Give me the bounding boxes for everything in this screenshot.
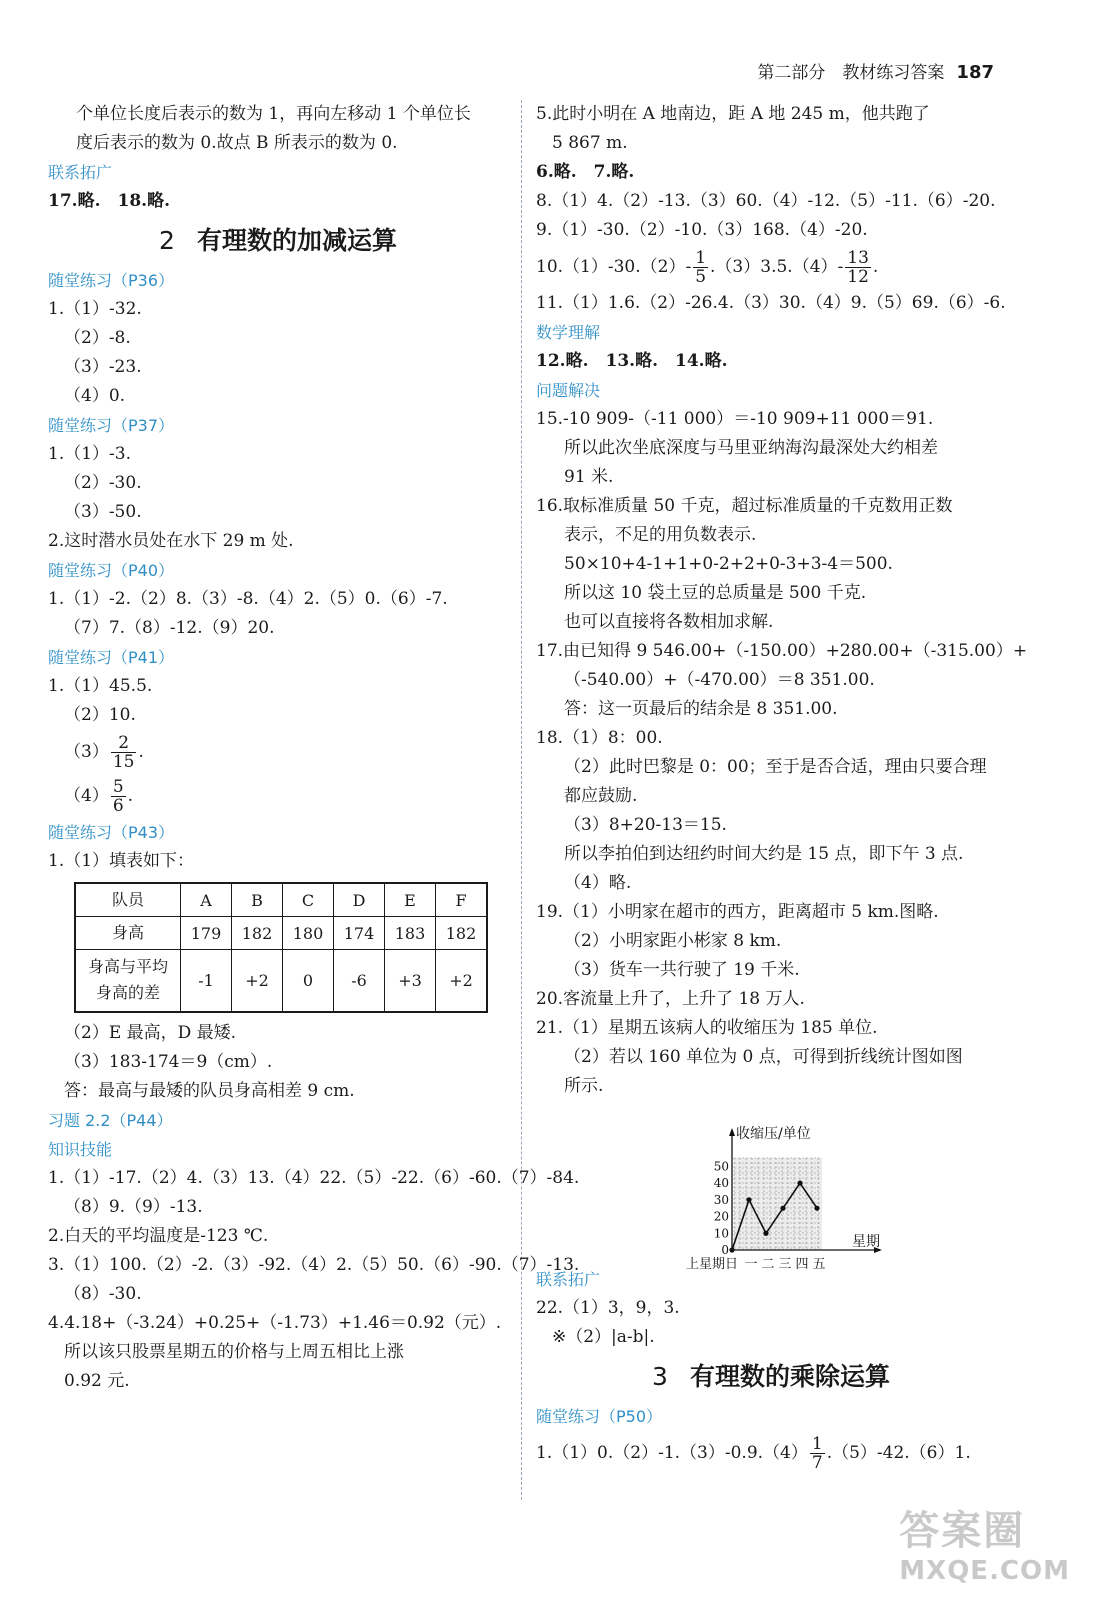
y-tick-label: 20	[713, 1209, 729, 1224]
fraction	[845, 249, 871, 286]
section-heading: 随堂练习（P40）	[48, 561, 175, 580]
text-line: （3）183-174＝9（cm）.	[64, 1051, 273, 1072]
section-heading: 知识技能	[48, 1139, 113, 1159]
text-line: 度后表示的数为 0.故点 B 所表示的数为 0.	[76, 133, 398, 153]
page-header	[757, 58, 994, 83]
fraction-line	[48, 730, 508, 774]
y-tick-label: 40	[713, 1176, 729, 1191]
table-cell: 179	[181, 917, 232, 950]
numerator: 5	[112, 777, 124, 797]
x-tick-label: 一	[744, 1257, 758, 1272]
numerator: 13	[847, 248, 869, 268]
text-line: 16.取标准质量 50 千克，超过标准质量的千克数用正数	[536, 496, 953, 516]
chapter-title	[536, 1352, 1006, 1402]
x-tick-label: 五	[812, 1257, 826, 1272]
fraction-line	[536, 1431, 1006, 1475]
text-line: 9.（1）-30.（2）-10.（3）168.（4）-20.	[536, 220, 868, 240]
table-cell: 队员	[75, 883, 181, 917]
y-tick-label: 10	[713, 1226, 729, 1241]
text-line: 3.（1）100.（2）-2.（3）-92.（4）2.（5）50.（6）-90.（7）-13.	[48, 1254, 580, 1275]
text-line: 2.这时潜水员处在水下 29 m 处.	[48, 531, 294, 551]
text-line: 17.略. 18.略.	[48, 191, 170, 211]
table-cell: 180	[283, 917, 334, 950]
text-line: 91 米.	[564, 467, 614, 487]
x-tick-labels	[686, 1257, 826, 1272]
text-line: 20.客流量上升了，上升了 18 万人.	[536, 989, 805, 1009]
text-line: 1.（1）-2.（2）8.（3）-8.（4）2.（5）0.（6）-7.	[48, 589, 448, 609]
section-heading: 随堂练习（P50）	[536, 1407, 663, 1426]
denominator: 12	[847, 267, 869, 287]
text-line: 22.（1）3，9，3.	[536, 1298, 680, 1318]
data-point	[780, 1206, 785, 1211]
section-heading: 随堂练习（P41）	[48, 648, 175, 667]
text-line: 答：最高与最矮的队员身高相差 9 cm.	[64, 1080, 355, 1101]
item-label: （4）	[64, 786, 109, 806]
x-tick-label: 三	[778, 1257, 792, 1272]
text-line: （-540.00）+（-470.00）＝8 351.00.	[564, 670, 875, 690]
y-tick-label: 50	[713, 1159, 729, 1174]
text-line: 2.白天的平均温度是-123 ℃.	[48, 1225, 269, 1246]
text-line: 所以这 10 袋土豆的总质量是 500 千克.	[564, 583, 867, 603]
text-line: 所以该只股票星期五的价格与上周五相比上涨	[64, 1341, 404, 1362]
section-heading: 随堂练习（P36）	[48, 271, 175, 290]
column-divider	[521, 100, 522, 1500]
blood-pressure-line-chart	[662, 1118, 902, 1278]
text-line: （2）此时巴黎是 0：00；至于是否合适，理由只要合理	[564, 757, 987, 777]
section-heading: 联系拓广	[536, 1270, 601, 1289]
text-span: .（3）3.5.（4）-	[710, 257, 844, 277]
text-line: （7）7.（8）-12.（9）20.	[64, 618, 275, 638]
x-tick-label: 四	[795, 1257, 809, 1272]
watermark-logo: 答案圈	[899, 1508, 1026, 1554]
text-line: 50×10+4-1+1+0-2+2+0-3+3-4＝500.	[564, 554, 893, 574]
fraction	[810, 1435, 825, 1472]
table-cell: A	[181, 883, 232, 917]
x-axis-label: 星期	[852, 1234, 880, 1250]
table-cell: C	[283, 883, 334, 917]
text-span: 1.（1）0.（2）-1.（3）-0.9.（4）	[536, 1443, 808, 1463]
item-label: （3）	[64, 742, 109, 762]
text-line: （3）8+20-13＝15.	[564, 815, 727, 835]
text-line: 也可以直接将各数相加求解.	[564, 612, 774, 632]
text-line: 17.由已知得 9 546.00+（-150.00）+280.00+（-315.00）+	[536, 641, 1028, 661]
chapter-name: 有理数的乘除运算	[689, 1362, 890, 1391]
watermark: 答案圈 MXQE.COM	[899, 1499, 1070, 1586]
text-line: （8）9.（9）-13.	[64, 1196, 203, 1217]
text-line: （4）0.	[64, 386, 126, 406]
table-cell: D	[334, 883, 385, 917]
text-line: 8.（1）4.（2）-13.（3）60.（4）-12.（5）-11.（6）-20.	[536, 191, 996, 211]
punctuation: .	[127, 786, 134, 806]
fraction	[693, 249, 708, 286]
data-point	[814, 1206, 819, 1211]
section-heading: 问题解决	[536, 381, 601, 400]
denominator: 5	[695, 267, 707, 287]
table-cell: B	[232, 883, 283, 917]
text-line: 6.略. 7.略.	[536, 162, 635, 182]
text-line: （3）-23.	[64, 357, 142, 377]
denominator: 15	[112, 752, 135, 772]
table-cell: 0	[283, 950, 334, 1012]
text-line: 11.（1）1.6.（2）-26.4.（3）30.（4）9.（5）69.（6）-6.	[536, 293, 1006, 313]
table-cell: +3	[385, 950, 436, 1012]
data-point	[763, 1231, 768, 1236]
text-line: 4.4.18+（-3.24）+0.25+（-1.73）+1.46＝0.92（元）.	[48, 1312, 502, 1333]
page-number: 187	[956, 62, 994, 83]
chapter-number: 3	[652, 1362, 668, 1391]
section-heading: 随堂练习（P43）	[48, 823, 175, 842]
text-line: （3）货车一共行驶了 19 千米.	[564, 960, 800, 980]
denominator: 7	[811, 1453, 823, 1473]
section-heading: 数学理解	[536, 323, 601, 342]
table-cell: 身高	[75, 917, 181, 950]
chapter-number: 2	[159, 226, 175, 255]
y-tick-label: 30	[713, 1192, 729, 1207]
table-cell: F	[436, 883, 488, 917]
text-line: 1.（1）-17.（2）4.（3）13.（4）22.（5）-22.（6）-60.（7）-84.	[48, 1167, 580, 1188]
table-cell: +2	[232, 950, 283, 1012]
text-line: 个单位长度后表示的数为 1，再向左移动 1 个单位长	[76, 104, 471, 124]
fraction-line	[536, 245, 1006, 289]
fraction	[111, 734, 137, 771]
table-cell: E	[385, 883, 436, 917]
text-line: ※（2）|a-b|.	[552, 1327, 655, 1347]
text-line: 1.（1）-32.	[48, 299, 142, 319]
table-cell: 183	[385, 917, 436, 950]
section-title: 第二部分 教材练习答案	[757, 63, 945, 83]
y-axis-arrow	[729, 1128, 735, 1136]
text-line: （2）-30.	[64, 473, 142, 493]
punctuation: .	[872, 257, 879, 277]
fraction	[111, 778, 126, 815]
text-line: 所以此次坐底深度与马里亚纳海沟最深处大约相差	[564, 438, 938, 458]
cell-line: 身高的差	[95, 983, 160, 1003]
section-heading: 随堂练习（P37）	[48, 416, 175, 435]
table-cell: -6	[334, 950, 385, 1012]
data-point	[797, 1180, 802, 1185]
height-table	[74, 882, 488, 1013]
cell-line: 身高与平均	[87, 957, 168, 977]
text-span: 10.（1）-30.（2）-	[536, 257, 692, 277]
text-line: 1.（1）-3.	[48, 444, 131, 464]
text-line: 15.-10 909-（-11 000）＝-10 909+11 000＝91.	[536, 409, 934, 429]
text-line: 5 867 m.	[552, 133, 628, 153]
text-line: 12.略. 13.略. 14.略.	[536, 351, 728, 371]
chapter-title	[48, 216, 508, 266]
text-line: 0.92 元.	[64, 1370, 130, 1391]
table-cell: 182	[436, 917, 488, 950]
text-span: .（5）-42.（6）1.	[826, 1443, 971, 1463]
y-tick-label: 0	[721, 1243, 729, 1257]
text-line: （3）-50.	[64, 502, 142, 522]
table-row	[75, 917, 487, 950]
text-line: （2）10.	[64, 705, 136, 725]
section-heading: 联系拓广	[48, 163, 113, 182]
text-line: 所示.	[564, 1076, 604, 1096]
punctuation: .	[138, 742, 144, 762]
text-line: （2）小明家距小彬家 8 km.	[564, 931, 782, 951]
table-row	[75, 883, 487, 917]
y-axis-label: 收缩压/单位	[736, 1126, 811, 1142]
text-line: 所以李拍伯到达纽约时间大约是 15 点，即下午 3 点.	[564, 844, 964, 864]
table-cell: 182	[232, 917, 283, 950]
text-line: 表示，不足的用负数表示.	[564, 525, 757, 545]
text-line: （2）E 最高，D 最矮.	[64, 1022, 237, 1043]
text-line: 5.此时小明在 A 地南边，距 A 地 245 m，他共跑了	[536, 104, 930, 124]
denominator: 6	[112, 796, 124, 816]
y-tick-labels	[714, 1159, 729, 1257]
data-point	[729, 1247, 734, 1252]
text-line: （4）略.	[564, 873, 632, 893]
table-cell	[75, 950, 181, 1012]
text-line: 19.（1）小明家在超市的西方，距离超市 5 km.图略.	[536, 902, 939, 922]
data-point	[746, 1197, 751, 1202]
text-line: 都应鼓励.	[564, 786, 638, 806]
table-cell: 174	[334, 917, 385, 950]
text-line: （2）若以 160 单位为 0 点，可得到折线统计图如图	[564, 1047, 963, 1067]
chapter-name: 有理数的加减运算	[196, 226, 397, 255]
numerator: 2	[111, 734, 137, 753]
text-line: （2）-8.	[64, 328, 131, 348]
numerator: 1	[695, 248, 707, 268]
text-line: 答：这一页最后的结余是 8 351.00.	[564, 699, 838, 719]
x-tick-label: 二	[761, 1257, 775, 1272]
text-line: 21.（1）星期五该病人的收缩压为 185 单位.	[536, 1018, 878, 1038]
fraction-line	[48, 774, 508, 818]
table-cell: +2	[436, 950, 488, 1012]
text-line: （8）-30.	[64, 1283, 142, 1304]
numerator: 1	[811, 1434, 823, 1454]
text-line: 18.（1）8：00.	[536, 728, 663, 748]
table-row	[75, 950, 487, 1012]
section-heading: 习题 2.2（P44）	[48, 1110, 173, 1130]
x-tick-label: 上星期日	[685, 1257, 738, 1272]
table-cell: -1	[181, 950, 232, 1012]
text-line: 1.（1）填表如下：	[48, 851, 195, 871]
text-line: 1.（1）45.5.	[48, 676, 153, 696]
